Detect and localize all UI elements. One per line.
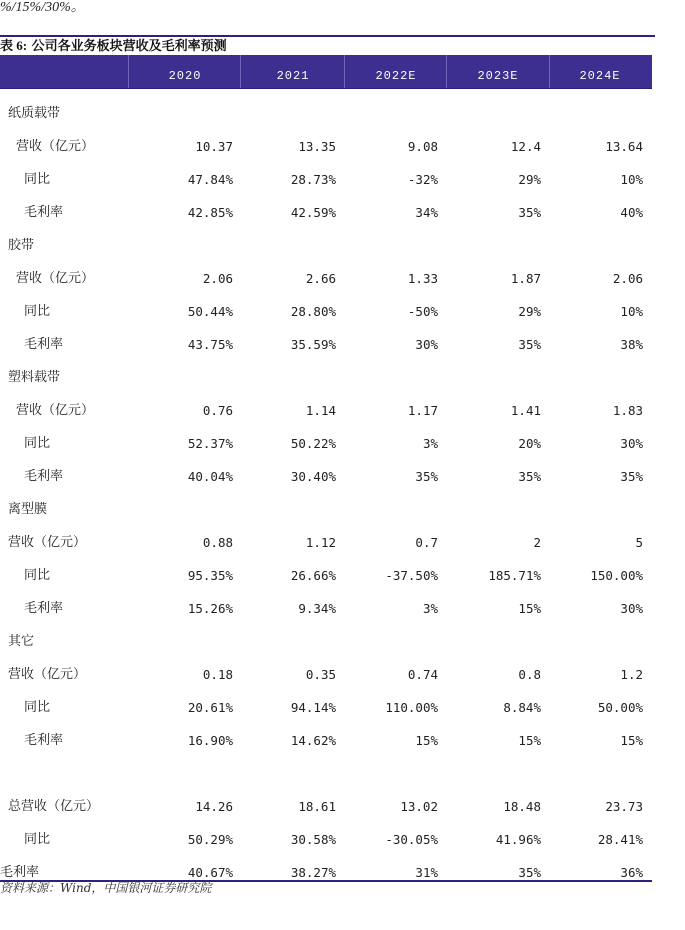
table-cell: 36% <box>620 865 643 880</box>
table-cell: 2 <box>533 535 541 550</box>
row-label: 营收（亿元） <box>8 667 87 682</box>
table-cell: 1.87 <box>510 271 541 286</box>
table-row <box>0 262 655 295</box>
table-cell: 38% <box>620 337 643 352</box>
table-cell: 43.75% <box>187 337 233 352</box>
row-label: 总营收（亿元） <box>8 799 100 814</box>
table-cell: 30.40% <box>290 469 336 484</box>
table-cell: 28.80% <box>290 304 336 319</box>
table-cell: 30% <box>620 436 643 451</box>
table-row <box>0 196 655 229</box>
table-cell: -32% <box>407 172 438 187</box>
source-note: 资料来源：Wind，中国银河证券研究院 <box>0 881 212 895</box>
table-cell: 185.71% <box>488 568 541 583</box>
table-cell: 35% <box>518 205 541 220</box>
table-title-text: 公司各业务板块营收及毛利率预测 <box>31 39 227 54</box>
row-label: 离型膜 <box>8 502 48 517</box>
table-cell: 15% <box>518 733 541 748</box>
table-cell: 15.26% <box>187 601 233 616</box>
table-row <box>0 790 655 823</box>
table-cell: -50% <box>407 304 438 319</box>
row-label: 毛利率 <box>24 205 64 220</box>
table-cell: 38.27% <box>290 865 336 880</box>
table-cell: 35% <box>518 337 541 352</box>
table-cell: 1.2 <box>620 667 643 682</box>
table-cell: 0.76 <box>202 403 233 418</box>
row-label: 毛利率 <box>24 601 64 616</box>
table-cell: 1.83 <box>612 403 643 418</box>
table-cell: 1.12 <box>305 535 336 550</box>
table-cell: 29% <box>518 172 541 187</box>
row-label: 同比 <box>24 172 51 187</box>
row-label: 毛利率 <box>24 733 64 748</box>
table-cell: 0.18 <box>202 667 233 682</box>
table-cell: 42.85% <box>187 205 233 220</box>
table-cell: 15% <box>518 601 541 616</box>
table-cell: 28.41% <box>597 832 643 847</box>
table-cell: 50.44% <box>187 304 233 319</box>
table-cell: 94.14% <box>290 700 336 715</box>
table-cell: 30% <box>620 601 643 616</box>
row-label: 同比 <box>24 832 51 847</box>
table-cell: 20.61% <box>187 700 233 715</box>
table-cell: 30.58% <box>290 832 336 847</box>
table-cell: 2.66 <box>305 271 336 286</box>
header-column-divider <box>446 55 447 88</box>
table-row <box>0 97 655 130</box>
row-label: 同比 <box>24 436 51 451</box>
header-column-divider <box>128 55 129 88</box>
table-cell: 14.62% <box>290 733 336 748</box>
table-cell: -37.50% <box>385 568 438 583</box>
table-cell: 29% <box>518 304 541 319</box>
row-label: 毛利率 <box>24 469 64 484</box>
table-cell: 3% <box>422 436 438 451</box>
table-cell: 0.74 <box>407 667 438 682</box>
table-cell: 40% <box>620 205 643 220</box>
table-row <box>0 295 655 328</box>
table-cell: 34% <box>415 205 438 220</box>
table-cell: 28.73% <box>290 172 336 187</box>
table-cell: 1.14 <box>305 403 336 418</box>
table-row <box>0 460 655 493</box>
table-cell: 31% <box>415 865 438 880</box>
table-cell: 40.04% <box>187 469 233 484</box>
table-cell: 3% <box>422 601 438 616</box>
row-label: 营收（亿元） <box>8 535 87 550</box>
row-label: 同比 <box>24 700 51 715</box>
table-cell: 16.90% <box>187 733 233 748</box>
table-row <box>0 130 655 163</box>
header-column-divider <box>240 55 241 88</box>
header-year-2: 2022E <box>375 69 417 83</box>
table-cell: 5 <box>635 535 643 550</box>
header-year-1: 2021 <box>276 69 310 83</box>
header-year-3: 2023E <box>477 69 519 83</box>
table-cell: 50.22% <box>290 436 336 451</box>
table-row <box>0 394 655 427</box>
table-cell: 52.37% <box>187 436 233 451</box>
table-cell: 15% <box>620 733 643 748</box>
table-cell: 40.67% <box>187 865 233 880</box>
table-row <box>0 229 655 262</box>
row-label: 同比 <box>24 304 51 319</box>
table-cell: 35% <box>620 469 643 484</box>
table-cell: 9.34% <box>298 601 336 616</box>
row-label: 同比 <box>24 568 51 583</box>
table-cell: 0.8 <box>518 667 541 682</box>
table-cell: 2.06 <box>202 271 233 286</box>
table-cell: 150.00% <box>590 568 643 583</box>
table-cell: 0.35 <box>305 667 336 682</box>
table-cell: 8.84% <box>503 700 541 715</box>
table-cell: 23.73 <box>605 799 643 814</box>
table-cell: 26.66% <box>290 568 336 583</box>
header-column-divider <box>344 55 345 88</box>
row-label: 毛利率 <box>24 337 64 352</box>
table-cell: 0.88 <box>202 535 233 550</box>
row-label: 纸质载带 <box>8 106 61 121</box>
table-cell: 10% <box>620 304 643 319</box>
table-cell: 50.00% <box>597 700 643 715</box>
table-row <box>0 757 655 790</box>
row-label: 营收（亿元） <box>16 271 95 286</box>
row-label: 塑料载带 <box>8 370 61 385</box>
table-row <box>0 328 655 361</box>
table-row <box>0 691 655 724</box>
preceding-text-fragment: %/15%/30%。 <box>0 0 85 15</box>
table-cell: 35% <box>518 469 541 484</box>
table-cell: 15% <box>415 733 438 748</box>
table-cell: 95.35% <box>187 568 233 583</box>
table-row <box>0 526 655 559</box>
table-header <box>0 55 652 89</box>
table-cell: 35% <box>518 865 541 880</box>
table-cell: 18.48 <box>503 799 541 814</box>
table-cell: 41.96% <box>495 832 541 847</box>
table-cell: 50.29% <box>187 832 233 847</box>
row-label: 其它 <box>8 634 35 649</box>
table-cell: 13.02 <box>400 799 438 814</box>
table-cell: 13.35 <box>298 139 336 154</box>
table-cell: 9.08 <box>407 139 438 154</box>
header-year-4: 2024E <box>579 69 621 83</box>
table-cell: 1.41 <box>510 403 541 418</box>
table-cell: 35.59% <box>290 337 336 352</box>
table-cell: 20% <box>518 436 541 451</box>
table-cell: 0.7 <box>415 535 438 550</box>
header-year-0: 2020 <box>168 69 202 83</box>
row-label: 营收（亿元） <box>16 139 95 154</box>
table-row <box>0 163 655 196</box>
table-cell: 1.33 <box>407 271 438 286</box>
table-title <box>0 36 227 55</box>
table-cell: 18.61 <box>298 799 336 814</box>
row-label: 胶带 <box>8 238 35 253</box>
table-cell: 42.59% <box>290 205 336 220</box>
table-row <box>0 427 655 460</box>
table-cell: 10% <box>620 172 643 187</box>
table-cell: 35% <box>415 469 438 484</box>
table-row <box>0 823 655 856</box>
table-cell: -30.05% <box>385 832 438 847</box>
table-cell: 30% <box>415 337 438 352</box>
table-cell: 47.84% <box>187 172 233 187</box>
table-cell: 110.00% <box>385 700 438 715</box>
table-row <box>0 559 655 592</box>
table-row <box>0 493 655 526</box>
table-cell: 12.4 <box>510 139 541 154</box>
table-number: 表 6: <box>0 38 28 53</box>
table-cell: 14.26 <box>195 799 233 814</box>
table-cell: 2.06 <box>612 271 643 286</box>
table-cell: 1.17 <box>407 403 438 418</box>
table-cell: 10.37 <box>195 139 233 154</box>
table-row <box>0 625 655 658</box>
row-label: 毛利率 <box>0 865 40 880</box>
table-row <box>0 361 655 394</box>
table-cell: 13.64 <box>605 139 643 154</box>
row-label: 营收（亿元） <box>16 403 95 418</box>
table-row <box>0 592 655 625</box>
table-row <box>0 724 655 757</box>
table-row <box>0 658 655 691</box>
